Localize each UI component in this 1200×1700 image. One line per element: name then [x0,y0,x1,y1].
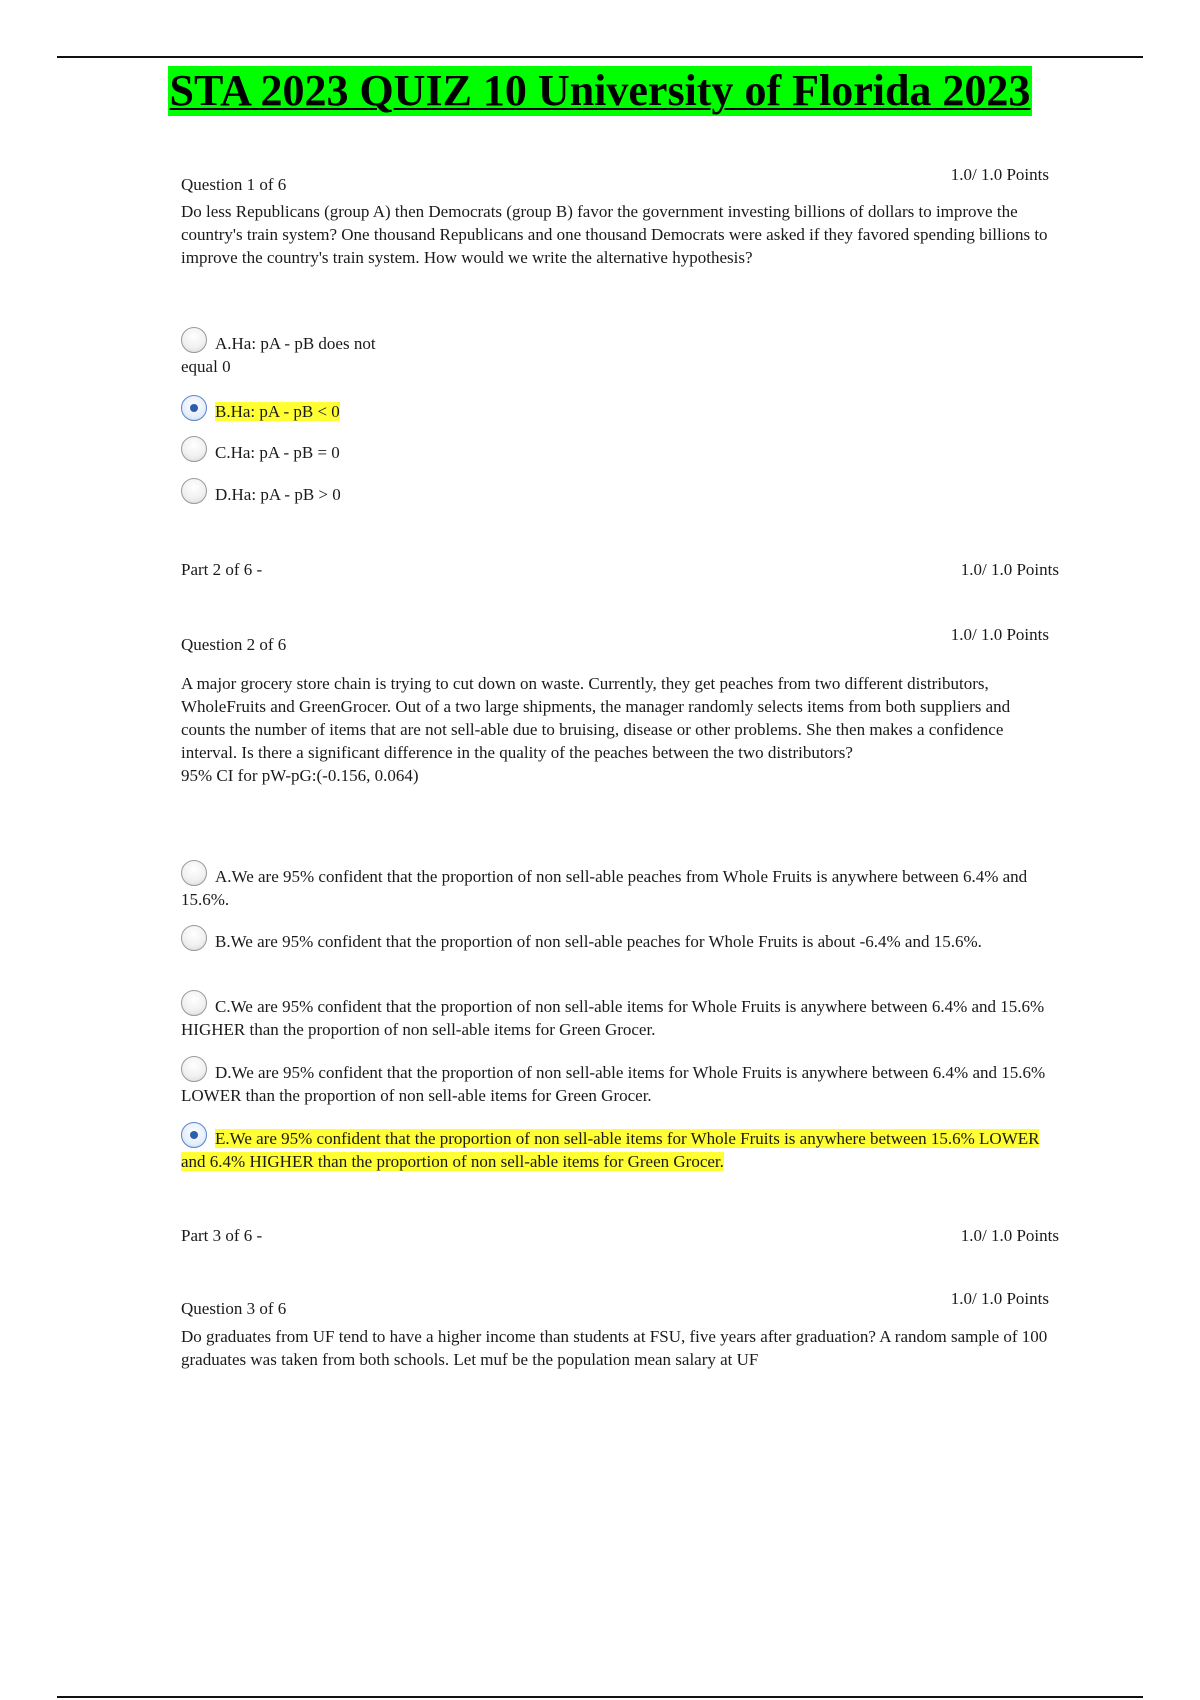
part-label: Part 2 of 6 - [181,560,263,579]
question-3-text: Do graduates from UF tend to have a higher income than students at FSU, five years after graduation? A random sample of 100 graduates was taken from both schools. Let muf be the population mean salary at UF [181,1327,1048,1369]
title-container [0,66,1200,116]
bottom-rule [57,1696,1143,1698]
question-2-option-c[interactable] [181,990,1051,1041]
confidence-interval: 95% CI for pW-pG:(-0.156, 0.064) [181,766,419,785]
question-1-option-a[interactable] [181,327,1051,378]
option-label: A.We are 95% confident that the proportion of non sell-able peaches from Whole Fruits is anywhere between 6.4% and 15.6%. [181,867,1028,909]
part-points: 1.0/ 1.0 Points [960,560,1059,579]
question-1-option-b[interactable] [181,395,1051,423]
option-label: C.Ha: pA - pB = 0 [215,443,340,462]
radio-button[interactable] [181,478,207,504]
top-rule [57,56,1143,58]
radio-button[interactable] [181,1056,207,1082]
question-2-option-b[interactable] [181,925,1051,953]
radio-button[interactable] [181,860,207,886]
option-label: C.We are 95% confident that the proportion of non sell-able items for Whole Fruits is anywhere between 6.4% and 15.6% HIGHER than the proportion of non sell-able items for Green Grocer. [181,997,1045,1039]
option-label: B.We are 95% confident that the proportion of non sell-able peaches for Whole Fruits is about -6.4% and 15.6%. [215,932,982,951]
question-label: Question 2 of 6 [181,635,287,654]
question-2-option-e[interactable] [181,1122,1051,1173]
question-body: A major grocery store chain is trying to cut down on waste. Currently, they get peaches from two different distributors, WholeFruits and GreenGrocer. Out of a two large shipments, the manager randomly selects items from both suppliers and counts the number of items that are not sell-able due to bruising, disease or other problems. She then makes a confidence interval. Is there a significant difference in the quality of the peaches between the two distributors? [181,674,1011,762]
part-points: 1.0/ 1.0 Points [960,1226,1059,1245]
radio-button-selected[interactable] [181,1122,207,1148]
option-label: D.We are 95% confident that the proportion of non sell-able items for Whole Fruits is anywhere between 6.4% and 15.6% LOWER than the proportion of non sell-able items for Green Grocer. [181,1063,1046,1105]
radio-button[interactable] [181,327,207,353]
part-label: Part 3 of 6 - [181,1226,263,1245]
question-2-text [181,672,1051,787]
option-label-highlighted: B.Ha: pA - pB < 0 [215,402,340,421]
part-3-header [181,1226,1059,1246]
question-1-option-c[interactable] [181,436,1051,464]
question-1-option-d[interactable] [181,478,1051,506]
question-1-text: Do less Republicans (group A) then Democrats (group B) favor the government investing billions of dollars to improve the country's train system? One thousand Republicans and one thousand Democrats were asked if they favored spending billions to improve the country's train system. How would we write the alternative hypothesis? [181,202,1048,267]
radio-button[interactable] [181,925,207,951]
radio-button[interactable] [181,436,207,462]
radio-button-selected[interactable] [181,395,207,421]
question-label: Question 1 of 6 [181,175,287,194]
question-points: 1.0/ 1.0 Points [950,165,1049,184]
question-2-option-a[interactable] [181,860,1051,911]
option-label-highlighted: E.We are 95% confident that the proportion of non sell-able items for Whole Fruits is anywhere between 15.6% LOWER and 6.4% HIGHER than the proportion of non sell-able items for Green Grocer. [181,1129,1040,1171]
option-label: D.Ha: pA - pB > 0 [215,485,341,504]
question-points: 1.0/ 1.0 Points [950,1289,1049,1308]
question-label: Question 3 of 6 [181,1299,287,1318]
page-title: STA 2023 QUIZ 10 University of Florida 2023 [169,66,1031,115]
question-points: 1.0/ 1.0 Points [950,625,1049,644]
option-label: A.Ha: pA - pB does not [215,334,376,353]
option-label-continued: equal 0 [181,357,231,376]
part-2-header [181,560,1059,580]
radio-button[interactable] [181,990,207,1016]
question-2-option-d[interactable] [181,1056,1051,1107]
